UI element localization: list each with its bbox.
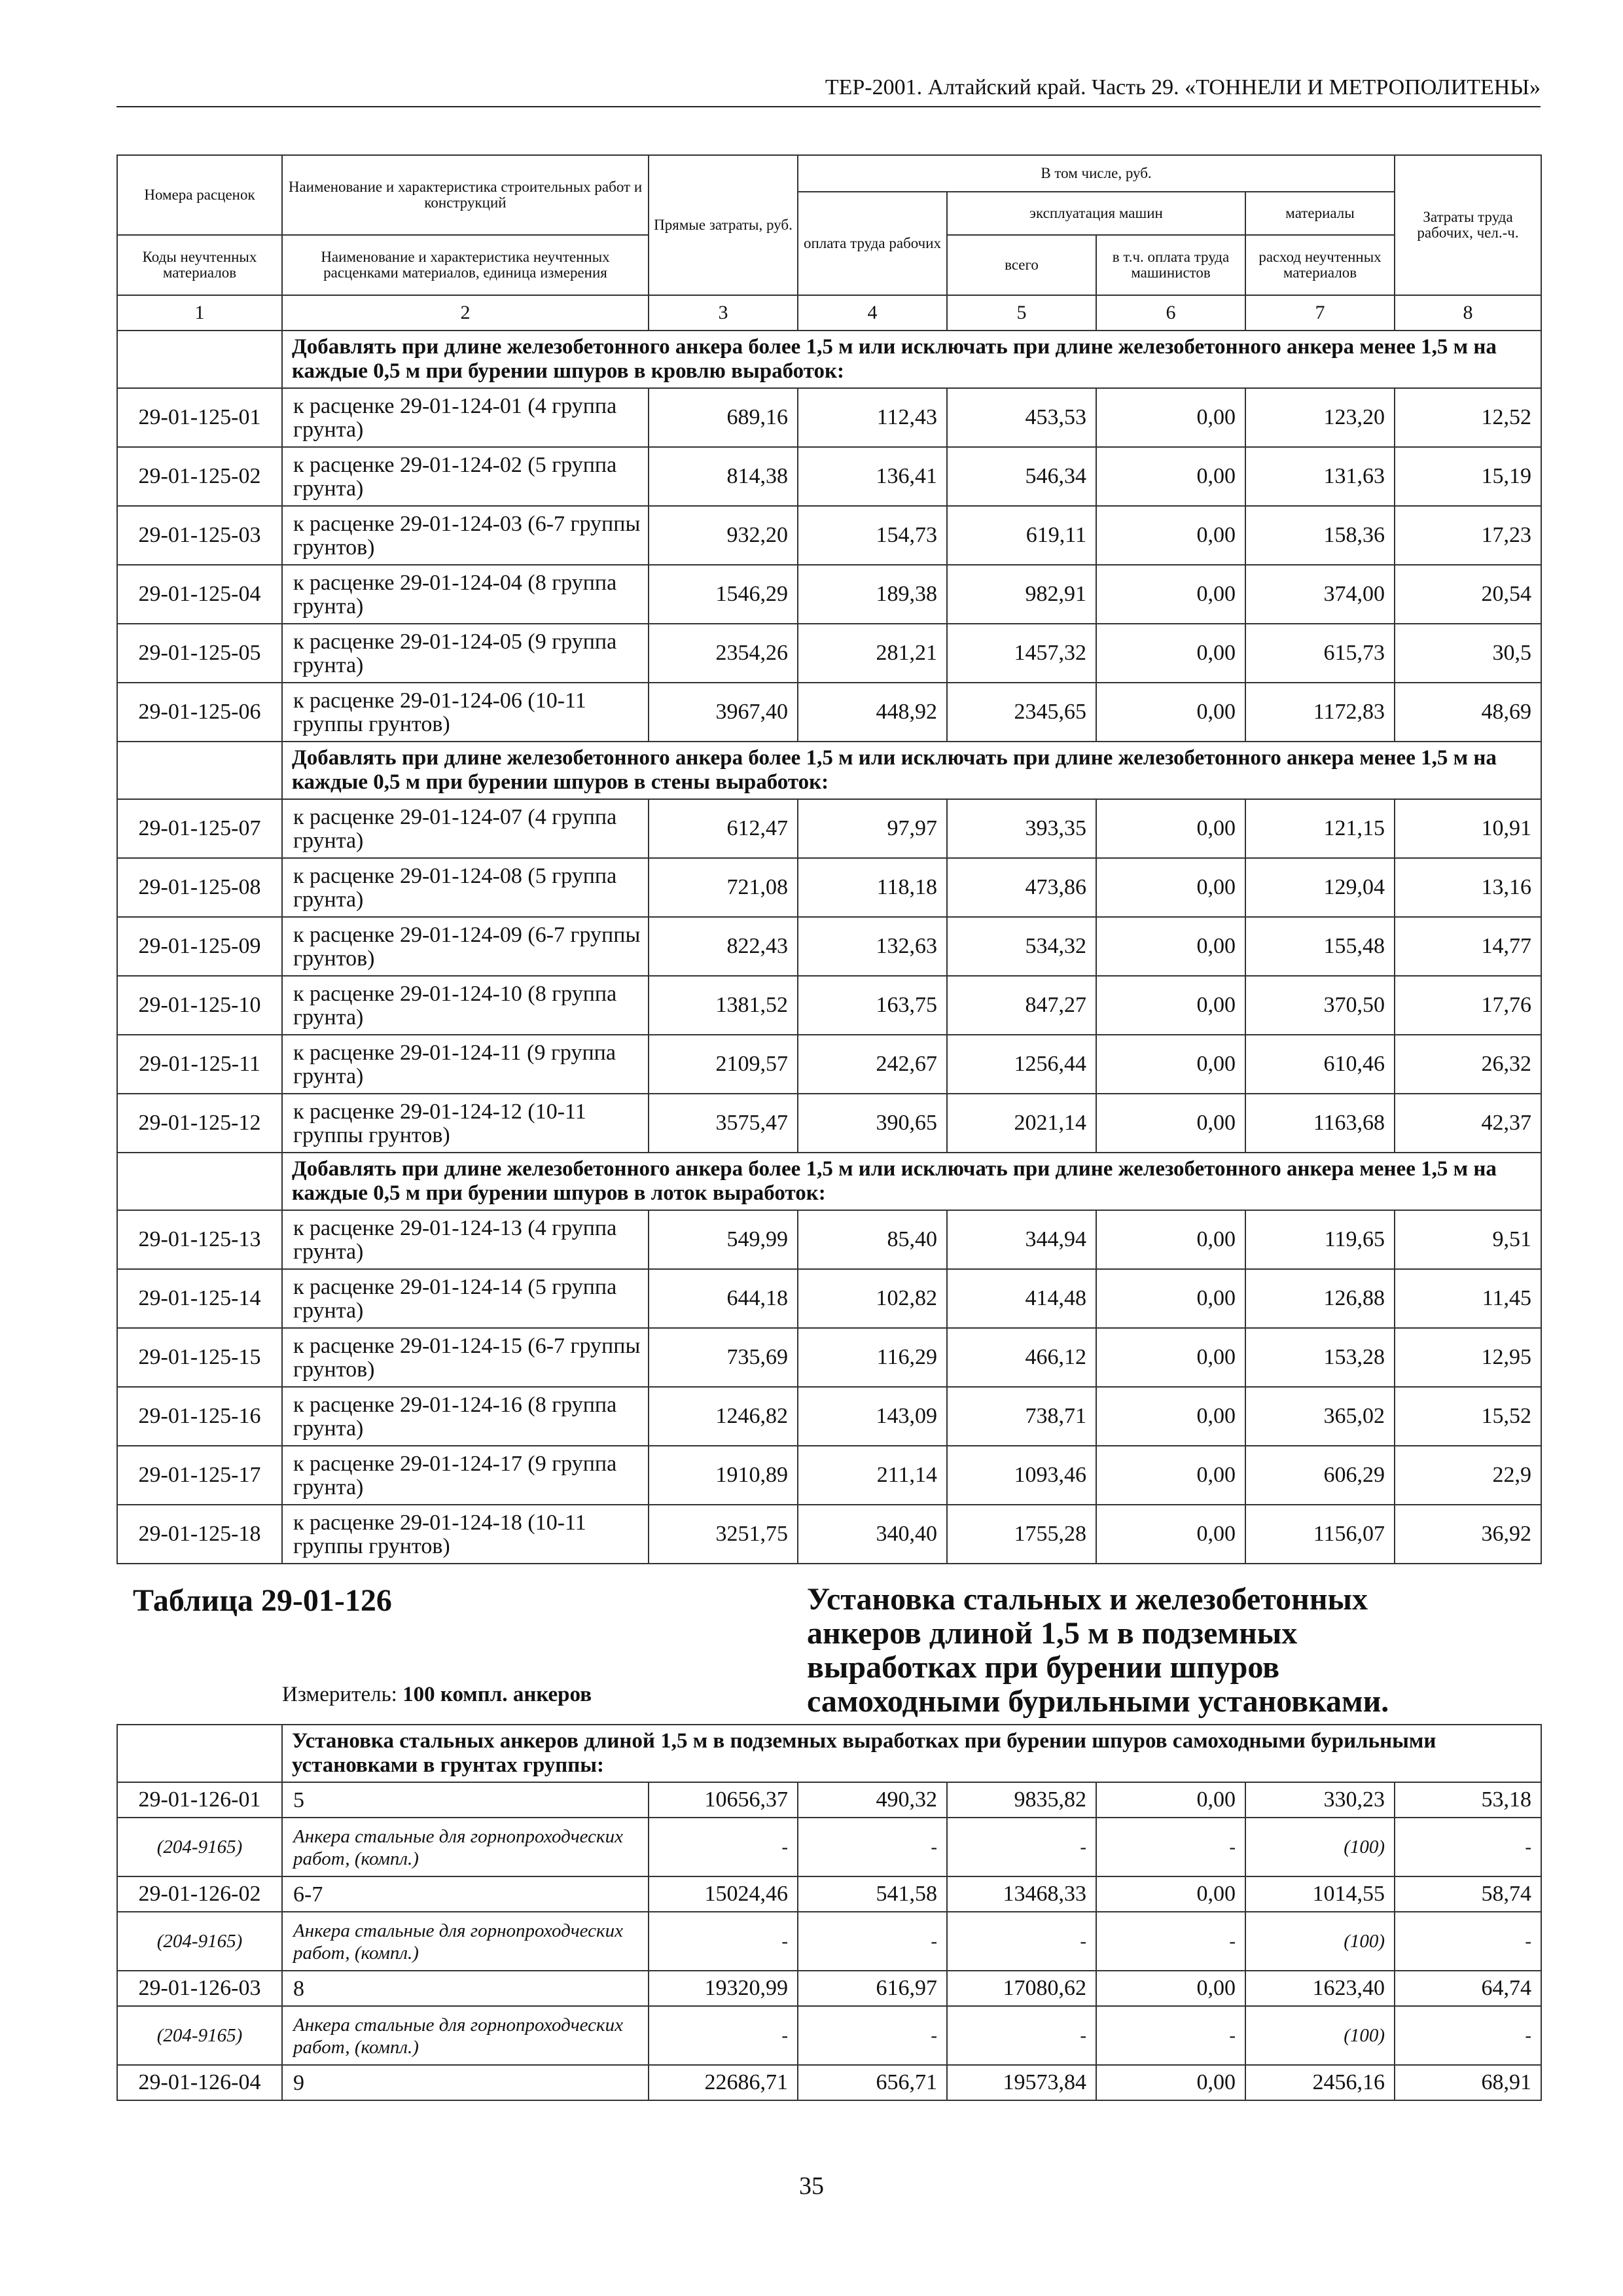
value-v7: 370,50 xyxy=(1245,976,1395,1035)
value-v5: 534,32 xyxy=(947,917,1096,976)
section-title: Добавлять при длине железобетонного анкера более 1,5 м или исключать при длине железобетонного анкера менее 1,5 м на каждые 0,5 м при бурении шпуров в лоток выработок: xyxy=(282,1153,1541,1210)
column-number-cell: 7 xyxy=(1245,295,1395,331)
value-v6: 0,00 xyxy=(1096,1269,1245,1328)
value-v8: 15,52 xyxy=(1395,1387,1541,1446)
rate-code: 29-01-125-14 xyxy=(117,1269,282,1328)
value-v6: 0,00 xyxy=(1096,976,1245,1035)
rate-row xyxy=(117,976,1541,1035)
material-code: (204-9165) xyxy=(117,1818,282,1876)
value-v7: 129,04 xyxy=(1245,858,1395,917)
value-v5: 847,27 xyxy=(947,976,1096,1035)
rate-row xyxy=(117,1387,1541,1446)
rate-name: к расценке 29-01-124-05 (9 группа грунта) xyxy=(282,624,649,683)
rate-name: к расценке 29-01-124-01 (4 группа грунта) xyxy=(282,388,649,447)
rate-name: к расценке 29-01-124-08 (5 группа грунта) xyxy=(282,858,649,917)
rate-name: к расценке 29-01-124-06 (10-11 группы грунтов) xyxy=(282,683,649,742)
value-v7: 610,46 xyxy=(1245,1035,1395,1094)
col-machinist-pay-header: в т.ч. оплата труда машинистов xyxy=(1096,235,1245,295)
value-v8: 36,92 xyxy=(1395,1505,1541,1564)
value-v3: 721,08 xyxy=(649,858,798,917)
section-header-row xyxy=(117,742,1541,799)
value-v6: 0,00 xyxy=(1096,2065,1245,2100)
value-v5: 738,71 xyxy=(947,1387,1096,1446)
section-title: Добавлять при длине железобетонного анкера более 1,5 м или исключать при длине железобетонного анкера менее 1,5 м на каждые 0,5 м при бурении шпуров в стены выработок: xyxy=(282,742,1541,799)
rate-code: 29-01-125-06 xyxy=(117,683,282,742)
value-v6: 0,00 xyxy=(1096,1782,1245,1818)
value-v3: 822,43 xyxy=(649,917,798,976)
machines-header: эксплуатация машин xyxy=(947,192,1245,235)
rate-name: к расценке 29-01-124-02 (5 группа грунта) xyxy=(282,447,649,506)
rate-name: к расценке 29-01-124-03 (6-7 группы грунтов) xyxy=(282,506,649,565)
value-v4: - xyxy=(798,2006,947,2065)
measure-unit-value: 100 компл. анкеров xyxy=(402,1683,592,1706)
column-number-cell: 1 xyxy=(117,295,282,331)
column-number-cell: 2 xyxy=(282,295,649,331)
value-v8: - xyxy=(1395,2006,1541,2065)
rate-name: к расценке 29-01-124-13 (4 группа грунта) xyxy=(282,1210,649,1269)
value-v5: 982,91 xyxy=(947,565,1096,624)
value-v7: 155,48 xyxy=(1245,917,1395,976)
value-v4: 541,58 xyxy=(798,1876,947,1912)
section-header-row xyxy=(117,1153,1541,1210)
value-v7: 153,28 xyxy=(1245,1328,1395,1387)
value-v5: 9835,82 xyxy=(947,1782,1096,1818)
rate-row xyxy=(117,1328,1541,1387)
value-v8: 13,16 xyxy=(1395,858,1541,917)
section-code-cell xyxy=(117,1725,282,1782)
value-v7: 606,29 xyxy=(1245,1446,1395,1505)
material-name: Анкера стальные для горнопроходческих работ, (компл.) xyxy=(282,2006,649,2065)
value-v3: 1381,52 xyxy=(649,976,798,1035)
section-code-cell xyxy=(117,1153,282,1210)
col-machines-total-header: всего xyxy=(947,235,1096,295)
value-v3: 1910,89 xyxy=(649,1446,798,1505)
rate-row xyxy=(117,1876,1541,1912)
rate-name: к расценке 29-01-124-12 (10-11 группы грунтов) xyxy=(282,1094,649,1153)
section-header-row xyxy=(117,331,1541,388)
value-v4: 211,14 xyxy=(798,1446,947,1505)
value-v8: 26,32 xyxy=(1395,1035,1541,1094)
rate-code: 29-01-125-16 xyxy=(117,1387,282,1446)
col-worker-pay-header: оплата труда рабочих xyxy=(798,192,947,295)
column-number-cell: 6 xyxy=(1096,295,1245,331)
rate-row xyxy=(117,1971,1541,2006)
value-v6: - xyxy=(1096,2006,1245,2065)
rate-code: 29-01-125-03 xyxy=(117,506,282,565)
value-v4: 85,40 xyxy=(798,1210,947,1269)
value-v6: 0,00 xyxy=(1096,388,1245,447)
value-v3: 10656,37 xyxy=(649,1782,798,1818)
value-v6: 0,00 xyxy=(1096,1328,1245,1387)
material-row xyxy=(117,1912,1541,1971)
value-v3: 2354,26 xyxy=(649,624,798,683)
value-v8: 68,91 xyxy=(1395,2065,1541,2100)
value-v5: - xyxy=(947,2006,1096,2065)
value-v8: 17,23 xyxy=(1395,506,1541,565)
rate-row xyxy=(117,447,1541,506)
value-v5: 546,34 xyxy=(947,447,1096,506)
rate-code: 29-01-125-12 xyxy=(117,1094,282,1153)
rates-table xyxy=(116,154,1542,2101)
value-v5: 2345,65 xyxy=(947,683,1096,742)
material-row xyxy=(117,2006,1541,2065)
material-row xyxy=(117,1818,1541,1876)
rate-row xyxy=(117,1782,1541,1818)
rate-code: 29-01-125-05 xyxy=(117,624,282,683)
value-v6: 0,00 xyxy=(1096,683,1245,742)
value-v4: - xyxy=(798,1818,947,1876)
col-labor-hours-header: Затраты труда рабочих, чел.-ч. xyxy=(1395,155,1541,295)
value-v3: 1246,82 xyxy=(649,1387,798,1446)
value-v5: - xyxy=(947,1818,1096,1876)
value-v7: 2456,16 xyxy=(1245,2065,1395,2100)
value-v3: 549,99 xyxy=(649,1210,798,1269)
value-v6: 0,00 xyxy=(1096,506,1245,565)
value-v4: 154,73 xyxy=(798,506,947,565)
value-v3: 735,69 xyxy=(649,1328,798,1387)
section-title: Установка стальных анкеров длиной 1,5 м в подземных выработках при бурении шпуров самоходными бурильными установками в грунтах группы: xyxy=(282,1725,1541,1782)
rate-code: 29-01-125-04 xyxy=(117,565,282,624)
rate-row xyxy=(117,565,1541,624)
rate-name: к расценке 29-01-124-17 (9 группа грунта) xyxy=(282,1446,649,1505)
rate-name: 8 xyxy=(282,1971,649,2006)
value-v4: 118,18 xyxy=(798,858,947,917)
rate-row xyxy=(117,1210,1541,1269)
rate-code: 29-01-125-09 xyxy=(117,917,282,976)
rate-row xyxy=(117,506,1541,565)
value-v8: 9,51 xyxy=(1395,1210,1541,1269)
value-v3: 612,47 xyxy=(649,799,798,858)
rate-code: 29-01-125-10 xyxy=(117,976,282,1035)
value-v5: 2021,14 xyxy=(947,1094,1096,1153)
value-v5: 19573,84 xyxy=(947,2065,1096,2100)
value-v8: - xyxy=(1395,1818,1541,1876)
value-v7: 374,00 xyxy=(1245,565,1395,624)
value-v4: - xyxy=(798,1912,947,1971)
value-v8: 12,95 xyxy=(1395,1328,1541,1387)
rate-name: к расценке 29-01-124-18 (10-11 группы грунтов) xyxy=(282,1505,649,1564)
rate-code: 29-01-125-01 xyxy=(117,388,282,447)
rate-row xyxy=(117,1505,1541,1564)
value-v6: 0,00 xyxy=(1096,1035,1245,1094)
value-v5: 13468,33 xyxy=(947,1876,1096,1912)
table-126-caption-right xyxy=(798,1564,1541,1725)
value-v6: - xyxy=(1096,1912,1245,1971)
value-v4: 616,97 xyxy=(798,1971,947,2006)
value-v6: 0,00 xyxy=(1096,447,1245,506)
value-v6: - xyxy=(1096,1818,1245,1876)
value-v3: 3251,75 xyxy=(649,1505,798,1564)
value-v7: 121,15 xyxy=(1245,799,1395,858)
column-numbers-row xyxy=(117,295,1541,331)
value-v8: 20,54 xyxy=(1395,565,1541,624)
value-v6: 0,00 xyxy=(1096,1876,1245,1912)
rate-name: к расценке 29-01-124-10 (8 группа грунта) xyxy=(282,976,649,1035)
rate-name: к расценке 29-01-124-16 (8 группа грунта) xyxy=(282,1387,649,1446)
value-v5: - xyxy=(947,1912,1096,1971)
value-v4: 102,82 xyxy=(798,1269,947,1328)
value-v6: 0,00 xyxy=(1096,1446,1245,1505)
rate-code: 29-01-125-18 xyxy=(117,1505,282,1564)
rate-name: к расценке 29-01-124-14 (5 группа грунта) xyxy=(282,1269,649,1328)
table-126-description: Установка стальных и железобетонных анкеров длиной 1,5 м в подземных выработках при бурении шпуров самоходными бурильными установками. xyxy=(807,1582,1389,1719)
value-v4: 163,75 xyxy=(798,976,947,1035)
value-v7: 131,63 xyxy=(1245,447,1395,506)
materials-header: материалы xyxy=(1245,192,1395,235)
rate-row xyxy=(117,1269,1541,1328)
value-v3: 932,20 xyxy=(649,506,798,565)
value-v3: - xyxy=(649,2006,798,2065)
rate-row xyxy=(117,917,1541,976)
value-v7: (100) xyxy=(1245,2006,1395,2065)
value-v8: 42,37 xyxy=(1395,1094,1541,1153)
section-title: Добавлять при длине железобетонного анкера более 1,5 м или исключать при длине железобетонного анкера менее 1,5 м на каждые 0,5 м при бурении шпуров в кровлю выработок: xyxy=(282,331,1541,388)
rate-row xyxy=(117,799,1541,858)
table-126-title: Таблица 29-01-126 xyxy=(133,1583,392,1618)
value-v8: 64,74 xyxy=(1395,1971,1541,2006)
rate-code: 29-01-125-17 xyxy=(117,1446,282,1505)
col-material-consumption-header: расход неучтенных материалов xyxy=(1245,235,1395,295)
value-v8: 10,91 xyxy=(1395,799,1541,858)
rate-name: к расценке 29-01-124-15 (6-7 группы грунтов) xyxy=(282,1328,649,1387)
material-name: Анкера стальные для горнопроходческих работ, (компл.) xyxy=(282,1912,649,1971)
col-direct-costs-header: Прямые затраты, руб. xyxy=(649,155,798,295)
value-v3: 3575,47 xyxy=(649,1094,798,1153)
value-v8: 53,18 xyxy=(1395,1782,1541,1818)
value-v6: 0,00 xyxy=(1096,565,1245,624)
section-code-cell xyxy=(117,331,282,388)
material-code: (204-9165) xyxy=(117,1912,282,1971)
rate-code: 29-01-125-08 xyxy=(117,858,282,917)
value-v7: 1623,40 xyxy=(1245,1971,1395,2006)
value-v3: 19320,99 xyxy=(649,1971,798,2006)
value-v7: 119,65 xyxy=(1245,1210,1395,1269)
value-v8: 17,76 xyxy=(1395,976,1541,1035)
table-126-caption-row xyxy=(117,1564,1541,1725)
value-v5: 1755,28 xyxy=(947,1505,1096,1564)
value-v7: 330,23 xyxy=(1245,1782,1395,1818)
value-v8: - xyxy=(1395,1912,1541,1971)
value-v3: 2109,57 xyxy=(649,1035,798,1094)
section-header-row xyxy=(117,1725,1541,1782)
rate-name: 6-7 xyxy=(282,1876,649,1912)
value-v8: 22,9 xyxy=(1395,1446,1541,1505)
value-v8: 58,74 xyxy=(1395,1876,1541,1912)
rate-code: 29-01-125-13 xyxy=(117,1210,282,1269)
value-v5: 393,35 xyxy=(947,799,1096,858)
value-v5: 17080,62 xyxy=(947,1971,1096,2006)
rate-row xyxy=(117,683,1541,742)
value-v7: 123,20 xyxy=(1245,388,1395,447)
value-v6: 0,00 xyxy=(1096,858,1245,917)
rate-row xyxy=(117,388,1541,447)
value-v7: 1014,55 xyxy=(1245,1876,1395,1912)
rate-code: 29-01-126-03 xyxy=(117,1971,282,2006)
material-name: Анкера стальные для горнопроходческих работ, (компл.) xyxy=(282,1818,649,1876)
value-v6: 0,00 xyxy=(1096,917,1245,976)
value-v3: 814,38 xyxy=(649,447,798,506)
measure-unit xyxy=(133,1683,790,1707)
value-v4: 189,38 xyxy=(798,565,947,624)
value-v6: 0,00 xyxy=(1096,1387,1245,1446)
rate-name: к расценке 29-01-124-11 (9 группа грунта) xyxy=(282,1035,649,1094)
value-v4: 136,41 xyxy=(798,447,947,506)
value-v4: 132,63 xyxy=(798,917,947,976)
value-v3: 3967,40 xyxy=(649,683,798,742)
value-v7: 1172,83 xyxy=(1245,683,1395,742)
value-v5: 453,53 xyxy=(947,388,1096,447)
value-v4: 490,32 xyxy=(798,1782,947,1818)
value-v5: 619,11 xyxy=(947,506,1096,565)
column-number-cell: 5 xyxy=(947,295,1096,331)
page-number: 35 xyxy=(799,2172,824,2200)
value-v6: 0,00 xyxy=(1096,1505,1245,1564)
value-v4: 656,71 xyxy=(798,2065,947,2100)
rate-row xyxy=(117,1094,1541,1153)
value-v4: 112,43 xyxy=(798,388,947,447)
section-code-cell xyxy=(117,742,282,799)
value-v5: 1093,46 xyxy=(947,1446,1096,1505)
rate-row xyxy=(117,1035,1541,1094)
value-v4: 390,65 xyxy=(798,1094,947,1153)
value-v8: 30,5 xyxy=(1395,624,1541,683)
value-v3: 15024,46 xyxy=(649,1876,798,1912)
value-v4: 242,67 xyxy=(798,1035,947,1094)
rate-code: 29-01-125-07 xyxy=(117,799,282,858)
col-work-name-header: Наименование и характеристика строительных работ и конструкций xyxy=(282,155,649,235)
rate-row xyxy=(117,1446,1541,1505)
value-v7: 126,88 xyxy=(1245,1269,1395,1328)
rate-name: к расценке 29-01-124-07 (4 группа грунта) xyxy=(282,799,649,858)
rate-row xyxy=(117,858,1541,917)
value-v5: 466,12 xyxy=(947,1328,1096,1387)
value-v5: 1457,32 xyxy=(947,624,1096,683)
rate-name: 9 xyxy=(282,2065,649,2100)
value-v5: 414,48 xyxy=(947,1269,1096,1328)
material-code: (204-9165) xyxy=(117,2006,282,2065)
value-v8: 11,45 xyxy=(1395,1269,1541,1328)
value-v6: 0,00 xyxy=(1096,1971,1245,2006)
column-number-cell: 3 xyxy=(649,295,798,331)
value-v8: 48,69 xyxy=(1395,683,1541,742)
value-v7: 365,02 xyxy=(1245,1387,1395,1446)
col-material-name-header: Наименование и характеристика неучтенных расценками материалов, единица измерения xyxy=(282,235,649,295)
rate-code: 29-01-126-01 xyxy=(117,1782,282,1818)
value-v6: 0,00 xyxy=(1096,1094,1245,1153)
measure-unit-label: Измеритель: xyxy=(282,1683,397,1706)
value-v5: 473,86 xyxy=(947,858,1096,917)
value-v6: 0,00 xyxy=(1096,624,1245,683)
rate-code: 29-01-125-11 xyxy=(117,1035,282,1094)
value-v4: 448,92 xyxy=(798,683,947,742)
value-v3: 22686,71 xyxy=(649,2065,798,2100)
value-v4: 281,21 xyxy=(798,624,947,683)
rate-name: к расценке 29-01-124-04 (8 группа грунта) xyxy=(282,565,649,624)
value-v3: - xyxy=(649,1912,798,1971)
rate-code: 29-01-126-04 xyxy=(117,2065,282,2100)
including-header: В том числе, руб. xyxy=(798,155,1395,192)
value-v5: 1256,44 xyxy=(947,1035,1096,1094)
value-v8: 12,52 xyxy=(1395,388,1541,447)
value-v8: 15,19 xyxy=(1395,447,1541,506)
table-126-caption-left xyxy=(117,1564,798,1725)
value-v4: 340,40 xyxy=(798,1505,947,1564)
running-header: ТЕР-2001. Алтайский край. Часть 29. «ТОННЕЛИ И МЕТРОПОЛИТЕНЫ» xyxy=(116,72,1541,107)
rate-name: к расценке 29-01-124-09 (6-7 группы грунтов) xyxy=(282,917,649,976)
value-v5: 344,94 xyxy=(947,1210,1096,1269)
value-v4: 143,09 xyxy=(798,1387,947,1446)
value-v7: 615,73 xyxy=(1245,624,1395,683)
rate-code: 29-01-125-02 xyxy=(117,447,282,506)
value-v7: (100) xyxy=(1245,1818,1395,1876)
value-v3: 1546,29 xyxy=(649,565,798,624)
value-v4: 97,97 xyxy=(798,799,947,858)
rate-name: 5 xyxy=(282,1782,649,1818)
value-v7: 1156,07 xyxy=(1245,1505,1395,1564)
rate-code: 29-01-126-02 xyxy=(117,1876,282,1912)
col-material-codes-header: Коды неучтенных материалов xyxy=(117,235,282,295)
value-v6: 0,00 xyxy=(1096,1210,1245,1269)
value-v8: 14,77 xyxy=(1395,917,1541,976)
value-v3: 644,18 xyxy=(649,1269,798,1328)
value-v7: 158,36 xyxy=(1245,506,1395,565)
value-v7: (100) xyxy=(1245,1912,1395,1971)
rate-row xyxy=(117,2065,1541,2100)
value-v6: 0,00 xyxy=(1096,799,1245,858)
col-rate-number-header: Номера расценок xyxy=(117,155,282,235)
value-v7: 1163,68 xyxy=(1245,1094,1395,1153)
column-number-cell: 8 xyxy=(1395,295,1541,331)
rate-code: 29-01-125-15 xyxy=(117,1328,282,1387)
column-number-cell: 4 xyxy=(798,295,947,331)
value-v3: 689,16 xyxy=(649,388,798,447)
rate-row xyxy=(117,624,1541,683)
value-v4: 116,29 xyxy=(798,1328,947,1387)
value-v3: - xyxy=(649,1818,798,1876)
